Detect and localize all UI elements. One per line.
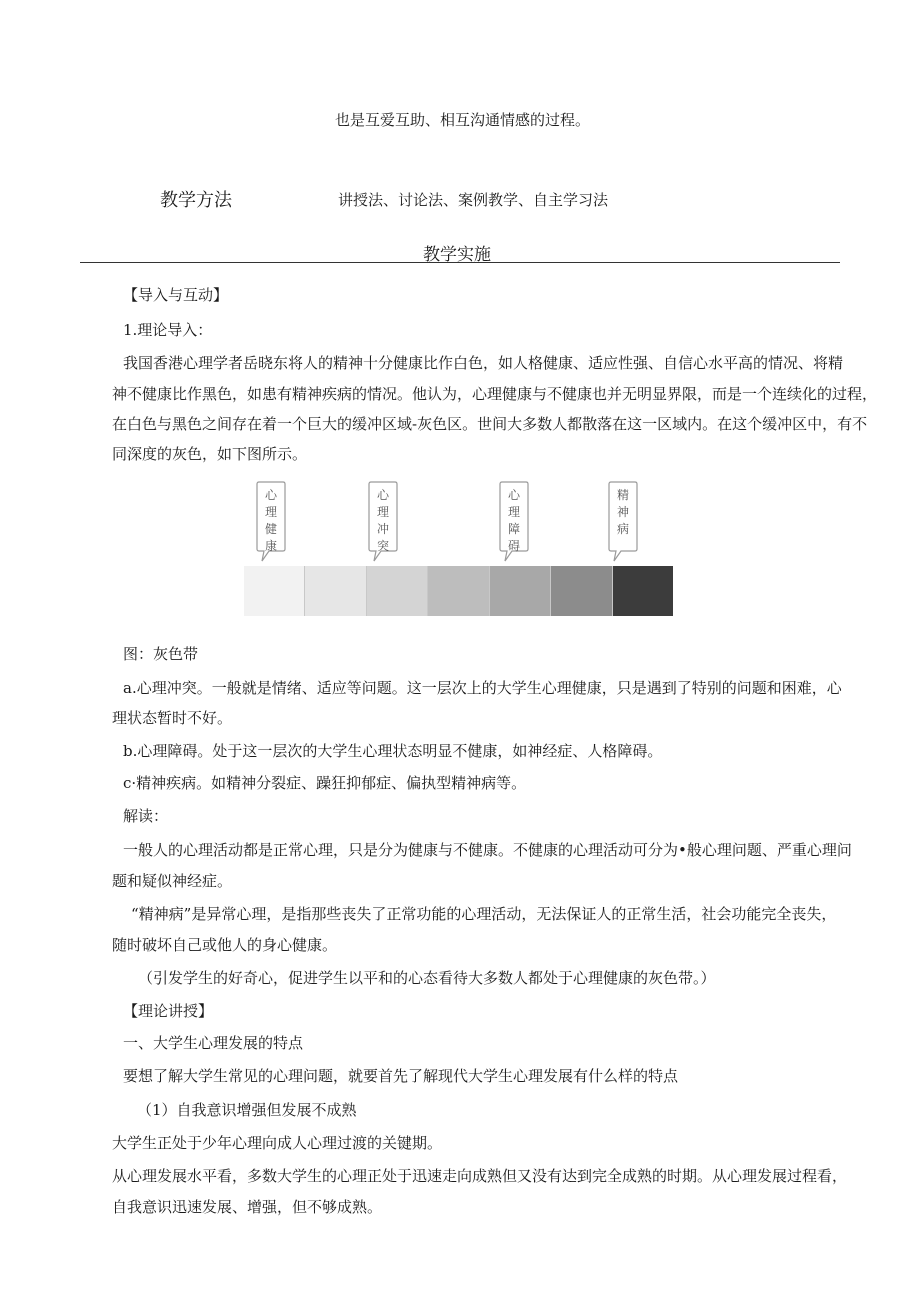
interp-p2-line: “精神病”是异常心理，是指那些丧失了正常功能的心理活动，无法保证人的正常生活，社会功能完全丧失， [131,905,837,923]
lecture-heading: 【理论讲授】 [123,1002,214,1020]
callout-mental-disorder [499,481,529,563]
method-label: 教学方法 [160,190,232,211]
item-a-line: 理状态暂时不好。 [112,709,233,727]
gray-segment [244,566,305,616]
callout-char: 心 [264,488,277,502]
callout-char: 突 [376,539,389,553]
point1-p2-line: 自我意识迅速发展、增强，但不够成熟。 [112,1198,383,1216]
intro-paragraph-line: 神不健康比作黑色，如患有精神疾病的情况。他认为，心理健康与不健康也并无明显界限，而是一个连续化的过程， [112,385,878,403]
callout-mental-illness [608,481,638,563]
callout-mental-health [256,481,286,563]
gray-segment [490,566,551,616]
callout-char: 理 [507,505,520,519]
gray-band [244,566,673,616]
interp-p1-line: 题和疑似神经症。 [112,872,233,890]
item-b: b.心理障碍。处于这一层次的大学生心理状态明显不健康，如神经症、人格障碍。 [123,742,663,760]
callout-char: 健 [264,522,277,536]
point1-title: （1）自我意识增强但发展不成熟 [137,1101,357,1119]
interpretation-label: 解读： [123,807,169,825]
callout-char: 心 [507,488,520,502]
point1-p2-line: 从心理发展水平看，多数大学生的心理正处于迅速走向成熟但又没有达到完全成熟的时期。从心理发展过程看， [112,1167,848,1185]
callout-mental-conflict [368,481,398,563]
callout-char: 精 [616,488,629,502]
callout-char: 理 [264,505,277,519]
gray-segment [428,566,489,616]
callout-char: 障 [507,522,520,536]
callout-char: 病 [616,522,629,536]
theory-intro-label: 1.理论导入： [123,321,213,339]
gray-segment [367,566,428,616]
implementation-title: 教学实施 [423,245,491,265]
intro-paragraph-line: 我国香港心理学者岳晓东将人的精神十分健康比作白色，如人格健康、适应性强、自信心水平高的情况、将精 [123,354,844,372]
interp-p1-line: 一般人的心理活动都是正常心理，只是分为健康与不健康。不健康的心理活动可分为•般心理问题、严重心理问 [123,841,852,859]
continuation-text: 也是互爱互助、相互沟通情感的过程。 [335,111,591,129]
interp-note: （引发学生的好奇心，促进学生以平和的心态看待大多数人都处于心理健康的灰色带。） [138,969,716,987]
section-divider [80,262,840,263]
gray-segment [613,566,673,616]
method-value: 讲授法、讨论法、案例教学、自主学习法 [338,191,609,209]
callout-char: 康 [264,539,277,553]
point1-p1: 大学生正处于少年心理向成人心理过渡的关键期。 [112,1134,443,1152]
item-a-line: a.心理冲突。一般就是情绪、适应等问题。这一层次上的大学生心理健康，只是遇到了特别的问题和困难，心 [123,679,842,697]
gray-segment [305,566,366,616]
item-c: c·精神疾病。如精神分裂症、躁狂抑郁症、偏执型精神病等。 [123,774,527,792]
section1-title: 一、大学生心理发展的特点 [123,1034,304,1052]
intro-paragraph-line: 在白色与黑色之间存在着一个巨大的缓冲区域-灰色区。世间大多数人都散落在这一区域内。在这个缓冲区中，有不 [112,415,868,433]
callout-char: 冲 [376,522,389,536]
interp-p2-line: 随时破坏自己或他人的身心健康。 [112,936,338,954]
callout-char: 心 [376,488,389,502]
section1-intro: 要想了解大学生常见的心理问题，就要首先了解现代大学生心理发展有什么样的特点 [123,1067,679,1085]
intro-paragraph-line: 同深度的灰色，如下图所示。 [112,445,308,463]
gray-segment [551,566,612,616]
callout-char: 理 [376,505,389,519]
callout-char: 神 [616,505,629,519]
callout-char: 碍 [507,539,520,553]
figure-caption: 图：灰色带 [123,645,199,663]
intro-heading: 【导入与互动】 [123,286,229,304]
